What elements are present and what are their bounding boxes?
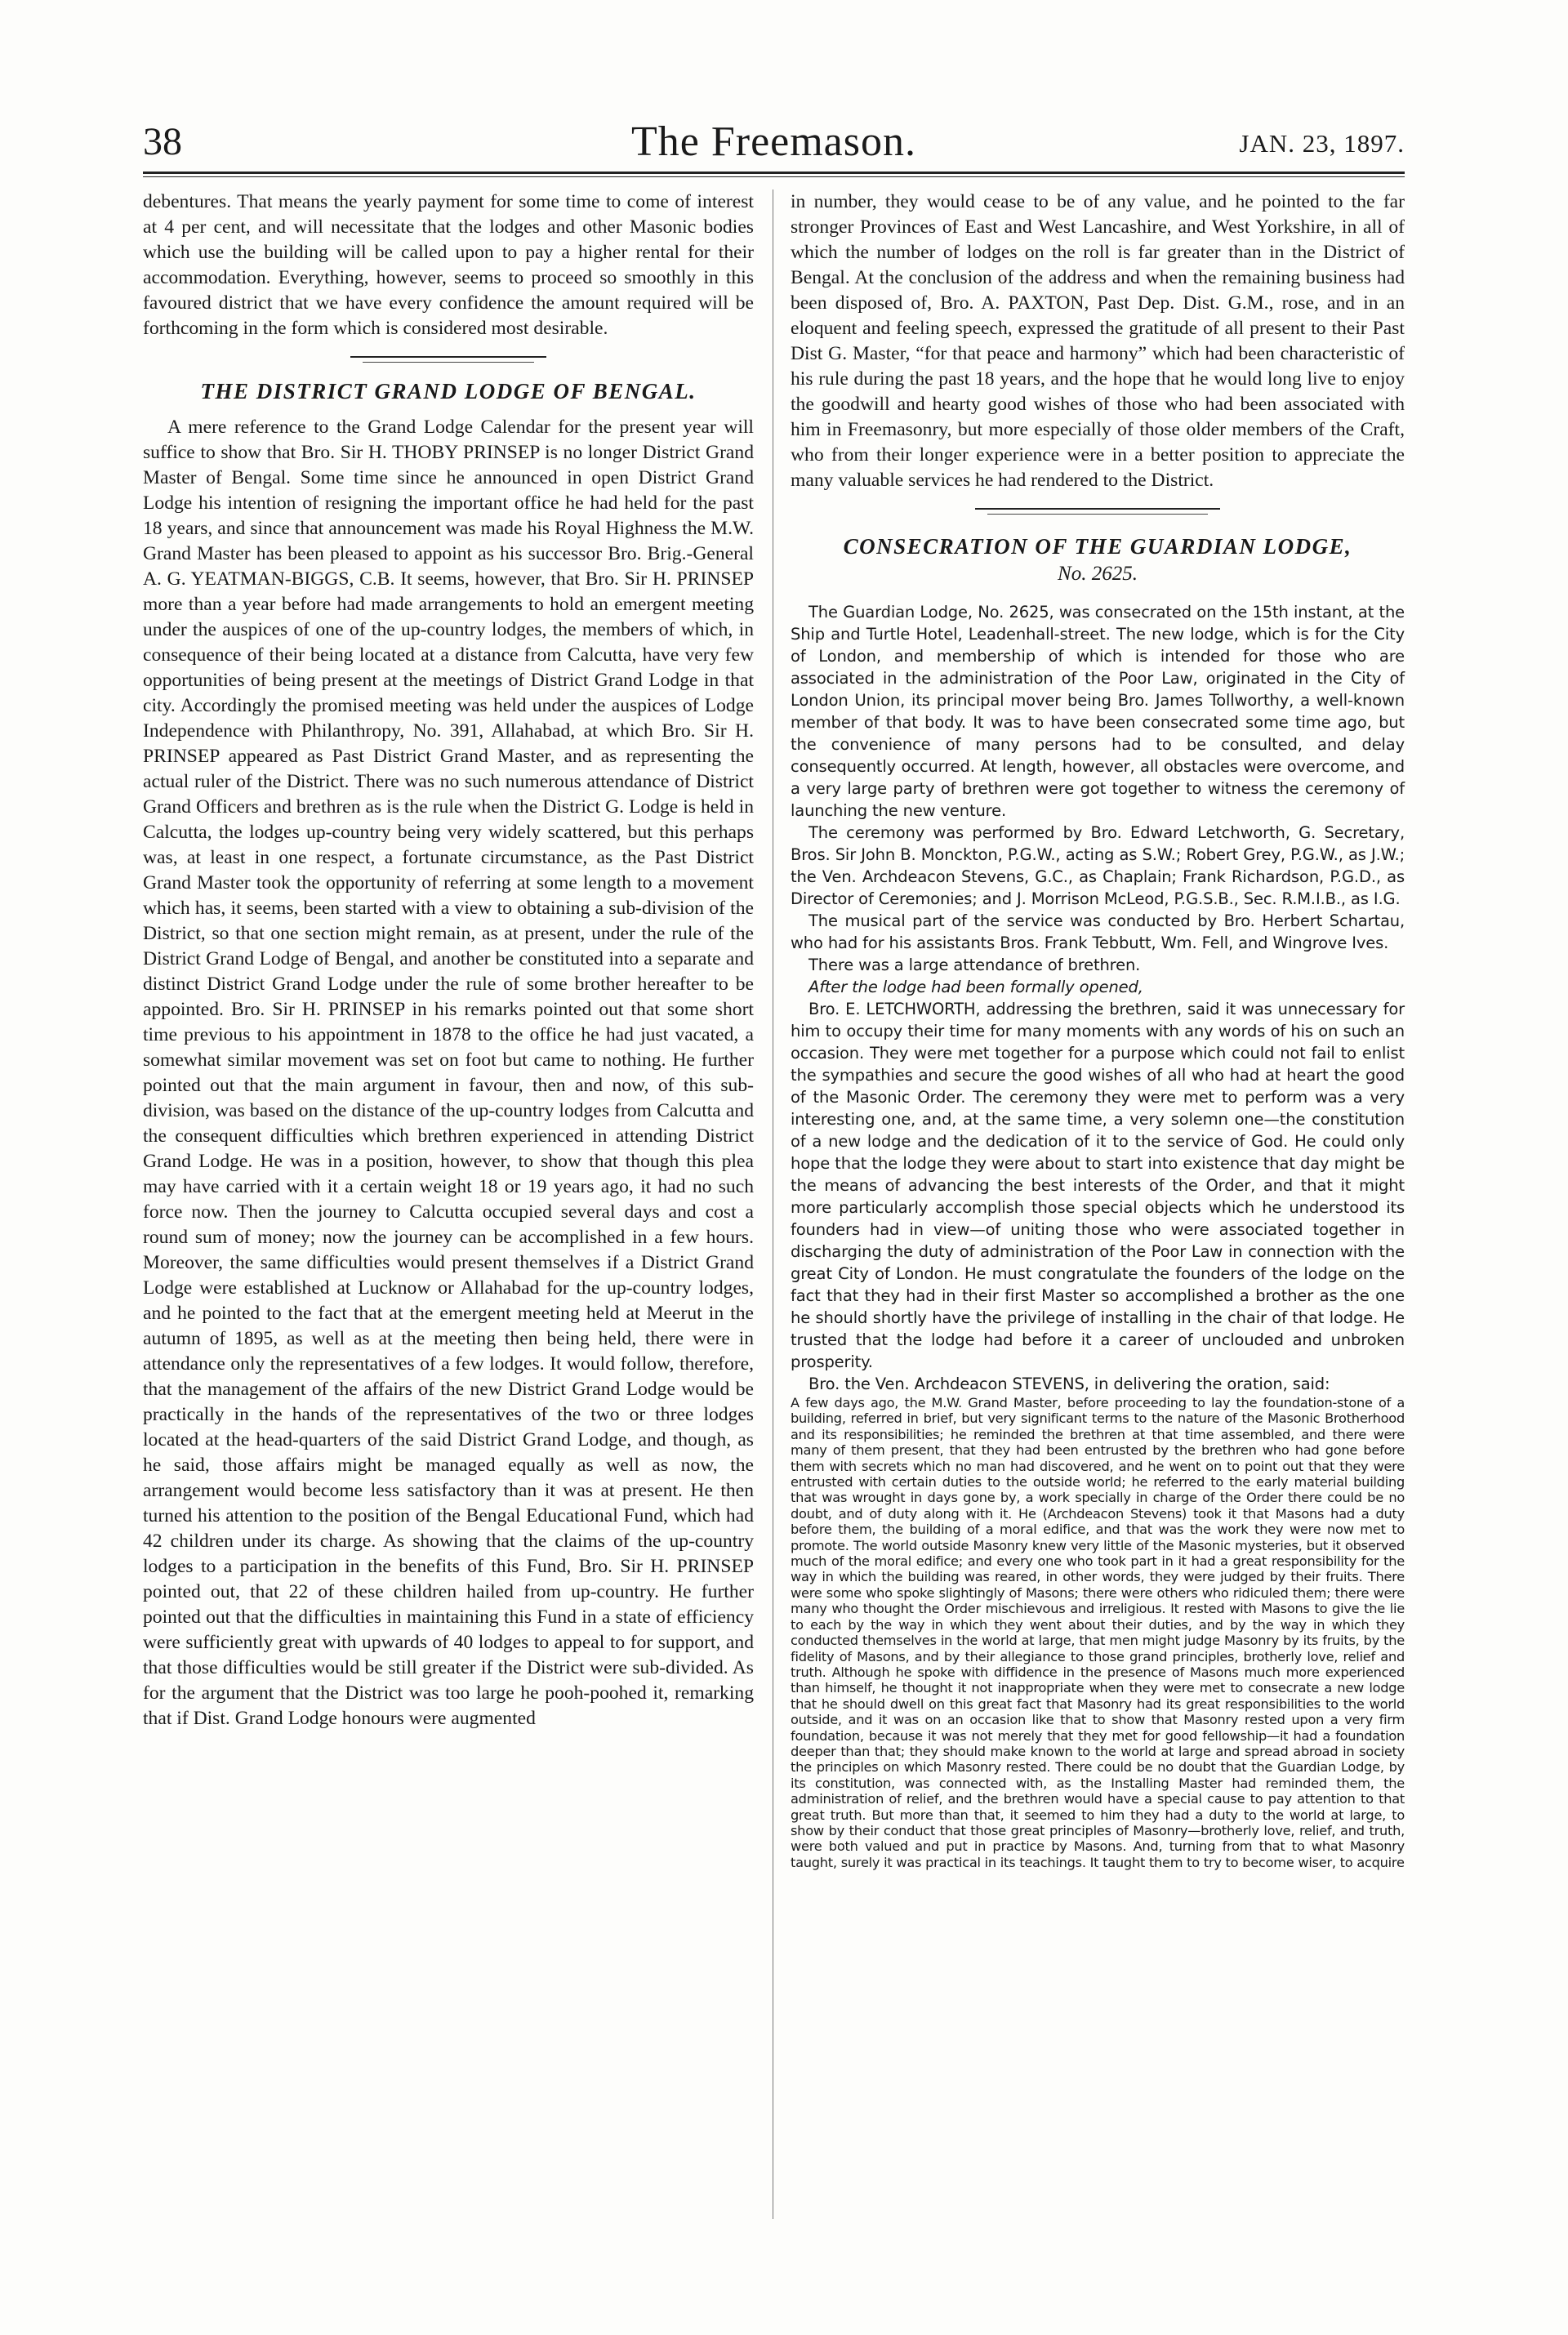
issue-date: JAN. 23, 1897. xyxy=(1239,129,1405,158)
right-column xyxy=(791,189,1405,1870)
left-column xyxy=(143,189,754,1731)
continued-article-text: debentures. That means the yearly payment for some time to come of interest at 4 per cent, and will necessitate that the lodges and other Masonic bodies which use the building will be called upon to pay a higher rental for their accommodation. Everything, however, seems to proceed so smoothly in this favoured district that we have every confidence the amount required will be forthcoming in the form which is considered most desirable. xyxy=(143,191,754,339)
report-paragraph: The ceremony was performed by Bro. Edward Letchworth, G. Secretary, Bros. Sir John B. Monckton, P.G.W., acting as S.W.; Robert Grey, P.G.W., as J.W.; the Ven. Archdeacon Stevens, G.C., as Chaplain; Frank Richardson, P.G.D., as Director of Ceremonies; and J. Morrison McLeod, P.G.S.B., Sec. R.M.I.B., as I.G. xyxy=(791,823,1405,908)
consecration-report xyxy=(791,601,1405,1870)
continued-article-text: in number, they would cease to be of any value, and he pointed to the far stronger Provinces of East and West Lancashire, and West Yorkshire, in all of which the number of lodges on the roll is far greater than in the District of Bengal. At the conclusion of the address and when the remaining business had been disposed of, Bro. A. PAXTON, Past Dep. Dist. G.M., rose, and in an eloquent and feeling speech, expressed the gratitude of all present to their Past Dist G. Master, “for that peace and harmony” which had been characteristic of his rule during the past 18 years, and the hope that he would long live to enjoy the goodwill and hearty good wishes of those who had been associated with him in Freemasonry, but more especially of those older members of the Craft, who from their longer experience were in a better position to appreciate the many valuable services he had rendered to the District. xyxy=(791,191,1405,491)
report-paragraph: The musical part of the service was conducted by Bro. Herbert Schartau, who had for his assistants Bros. Frank Tebbutt, Wm. Fell, and Wingrove Ives. xyxy=(791,911,1405,952)
header-rule-thin xyxy=(143,176,1405,177)
page-header xyxy=(143,114,1405,167)
article-heading-bengal: THE DISTRICT GRAND LODGE OF BENGAL. xyxy=(200,379,697,403)
page-number: 38 xyxy=(143,120,182,163)
report-paragraph: Bro. E. LETCHWORTH, addressing the brethren, said it was unnecessary for him to occupy their time for many moments with any words of his on such an occasion. They were met together for a purpose which could not fail to enlist the sympathies and secure the good wishes of all who had at heart the good of the Masonic Order. The ceremony they were met to perform was a very interesting one, and, at the same time, a very solemn one—the constitution of a new lodge and the dedication of it to the service of God. He could only hope that the lodge they were about to start into existence that day might be the means of advancing the best interests of the Order, and that it might more particularly accomplish those special objects which he understood its founders had in view—of uniting those who were associated together in discharging the duty of administration of the Poor Law in connection with the great City of London. He must congratulate the founders of the lodge on the fact that they had in their first Master so accomplished a brother as the one he should shortly have the privilege of installing in the chair of that lodge. He trusted that the lodge had before it a career of unclouded and unbroken prosperity. xyxy=(791,1000,1405,1371)
report-paragraph: The Guardian Lodge, No. 2625, was consecrated on the 15th instant, at the Ship and Turtle Hotel, Leadenhall-street. The new lodge, which is for the City of London, and membership of which is intended for those who are associated in the administration of the Poor Law, originated in the City of London Union, its principal mover being Bro. James Tollworthy, a well-known member of that body. It was to have been consecrated some time ago, but the convenience of many persons had to be consulted, and delay consequently occurred. At length, however, all obstacles were overcome, and a very large party of brethren were got together to witness the ceremony of launching the new venture. xyxy=(791,603,1405,820)
header-rule-thick xyxy=(143,172,1405,174)
oration-text: A few days ago, the M.W. Grand Master, before proceeding to lay the foundation-stone of a building, referred in brief, but very significant terms to the nature of the Masonic Brotherhood and its responsibilities; he reminded the brethren at that time assembled, and there were many of them present, that they had been entrusted by the brethren who had gone before them with secrets which no man had discovered, and he went on to point out that they were entrusted with certain duties to the outside world; he referred to the early material building that was wrought in days gone by, a work specially in charge of the Order there could be no doubt, and of duty along with it. He (Archdeacon Stevens) took it that Masons had a duty before them, the building of a moral edifice, and that was the work they were now met to promote. The world outside Masonry knew very little of the Masonic mysteries, but it observed much of the moral edifice; and every one who took part in it had a great responsibility for the way in which the building was reared, in other words, they were judged by their fruits. There were some who spoke slightingly of Masons; there were others who ridiculed them; there were many who thought the Order mischievous and irreligious. It rested with Masons to give the lie to each by the way in which they went about their duties, and by the way in which they conducted themselves in the world at large, that men might judge Masonry by its fruits, by the fidelity of Masons, and by their allegiance to those grand principles, brotherly love, relief and truth. Although he spoke with diffidence in the presence of Masons much more experienced than himself, he thought it not inappropriate when they were met to consecrate a new lodge that he should dwell on this great fact that Masonry had its great responsibilities to the world outside, and it was on an occasion like that to show that Masonry rested upon a very firm foundation, because it was not merely that they met for good fellowship—it had a foundation deeper than that; they should make known to the world at large and spread abroad in society the principles on which Masonry rested. There could be no doubt that the Guardian Lodge, by its constitution, was connected with, as the Installing Master had reminded them, the administration of relief, and the brethren would have a special cause to pay attention to that great truth. But more than that, it seemed to him they had a duty to the world at large, to show by their conduct that those great principles of Masonry—brotherly love, relief, and truth, were both valued and put in practice by Masons. And, turning from that to what Masonry taught, surely it was practical in its teachings. It taught them to try to become wiser, to acquire xyxy=(791,1395,1405,1870)
masthead-title: The Freemason. xyxy=(630,118,916,165)
section-separator xyxy=(791,505,1405,519)
section-separator xyxy=(143,353,754,368)
report-paragraph: There was a large attendance of brethren. xyxy=(808,956,1141,974)
article-body-bengal: A mere reference to the Grand Lodge Calendar for the present year will suffice to show that Bro. Sir H. THOBY PRINSEP is no longer District Grand Master of Bengal. Some time since he announced in open District Grand Lodge his intention of resigning the important office he had held for the past 18 years, and since that announcement was made his Royal Highness the M.W. Grand Master has been pleased to appoint as his successor Bro. Brig.-General A. G. YEATMAN-BIGGS, C.B. It seems, however, that Bro. Sir H. PRINSEP more than a year before had made arrangements to hold an emergent meeting under the auspices of one of the up-country lodges, the members of which, in consequence of their being located at a distance from Calcutta, have very few opportunities of being present at the meetings of District Grand Lodge in that city. Accordingly the promised meeting was held under the auspices of Lodge Independence with Philanthropy, No. 391, Allahabad, at which Bro. Sir H. PRINSEP appeared as Past District Grand Master, and as representing the actual ruler of the District. There was no such numerous attendance of District Grand Officers and brethren as is the rule when the District G. Lodge is held in Calcutta, the lodges up-country being very widely scattered, but this perhaps was, at least in one respect, a fortunate circumstance, as the Past District Grand Master took the opportunity of referring at some length to a movement which has, it seems, been started with a view to obtaining a sub-division of the District, so that one section might remain, as at present, under the rule of the District Grand Lodge of Bengal, and another be constituted into a separate and distinct District Grand Lodge under the rule of some brother hereafter to be appointed. Bro. Sir H. PRINSEP in his remarks pointed out that some short time previous to his appointment in 1878 to the office he had just vacated, a somewhat similar movement was set on foot but came to nothing. He further pointed out that the main argument in favour, then and now, of this sub-division, was based on the distance of the up-country lodges from Calcutta and the consequent difficulties which brethren experienced in attending District Grand Lodge. He was in a position, however, to show that though this plea may have carried with it a certain weight 18 or 19 years ago, it had no such force now. Then the journey to Calcutta occupied several days and cost a round sum of money; now the journey can be accomplished in a few hours. Moreover, the same difficulties would present themselves if a District Grand Lodge were established at Lucknow or Allahabad for the up-country lodges, and he pointed to the fact that at the emergent meeting held at Meerut in the autumn of 1895, as well as at the meeting then being held, there were in attendance only the representatives of a few lodges. It would follow, therefore, that the management of the affairs of the new District Grand Lodge would be practically in the hands of the representatives of the two or three lodges located at the head-quarters of the said District Grand Lodge, and though, as he said, those affairs might be managed equally as well as now, the arrangement would become less satisfactory than it was at present. He then turned his attention to the position of the Bengal Educational Fund, which had 42 children under its charge. As showing that the claims of the up-country lodges to a participation in the benefits of this Fund, Bro. Sir H. PRINSEP pointed out, that 22 of these children hailed from up-country. He further pointed out that the difficulties in maintaining this Fund in a state of efficiency were sufficiently great with upwards of 40 lodges to appeal to for support, and that those difficulties would be still greater if the District were sub-divided. As for the argument that the District was too large he pooh-poohed it, remarking that if Dist. Grand Lodge honours were augmented xyxy=(143,417,754,1729)
lodge-number: No. 2625. xyxy=(1058,563,1138,585)
article-heading-consecration: CONSECRATION OF THE GUARDIAN LODGE, xyxy=(843,534,1352,559)
report-paragraph: After the lodge had been formally opened, xyxy=(808,978,1143,996)
report-paragraph: Bro. the Ven. Archdeacon STEVENS, in delivering the oration, said: xyxy=(808,1375,1330,1393)
